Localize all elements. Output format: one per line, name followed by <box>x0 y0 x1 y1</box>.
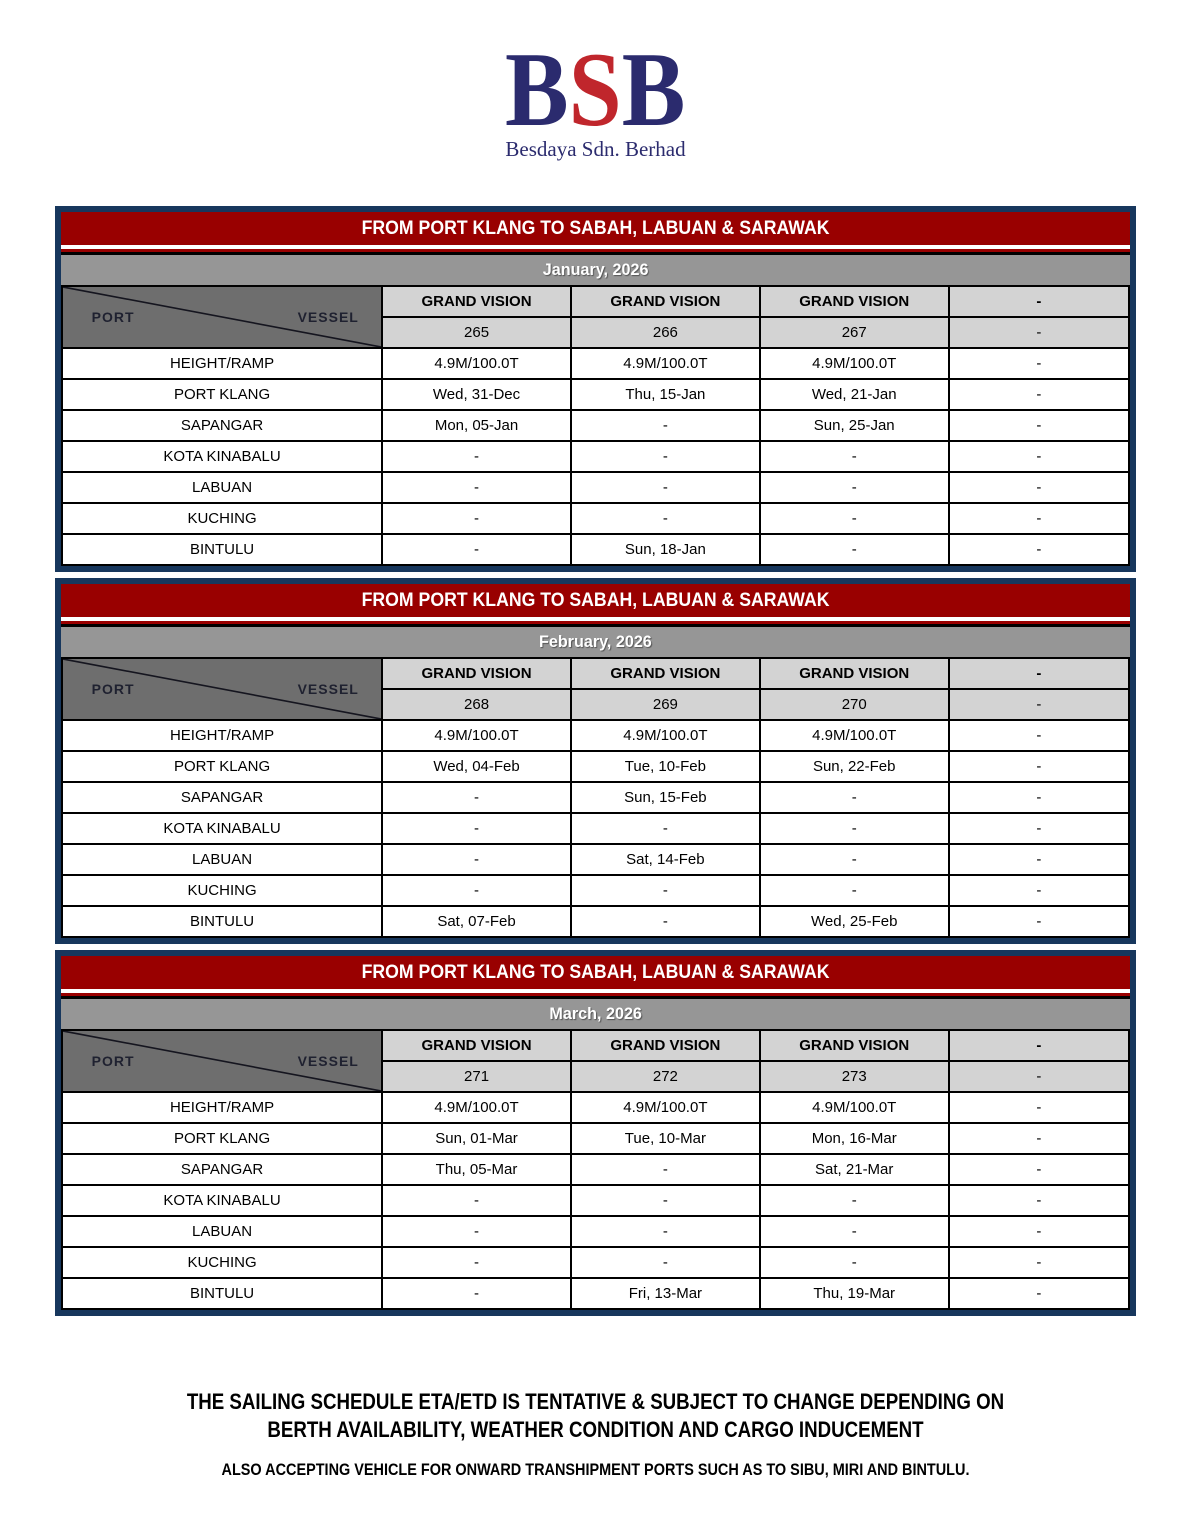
schedule-date-cell: Thu, 19-Mar <box>760 1278 949 1309</box>
port-name-cell: BINTULU <box>62 534 382 565</box>
schedule-date-cell: Wed, 21-Jan <box>760 379 949 410</box>
logo-letter-b2: B <box>622 31 686 148</box>
schedule-date-cell: - <box>949 1092 1129 1123</box>
schedule-date-cell: 4.9M/100.0T <box>382 348 571 379</box>
schedule-date-cell: - <box>382 1278 571 1309</box>
vessel-axis-label: VESSEL <box>297 1053 359 1069</box>
vessel-name-row <box>62 658 1129 689</box>
schedule-table-block <box>55 950 1136 1316</box>
route-title-bar <box>61 212 1130 245</box>
voyage-number-cell: - <box>949 317 1129 348</box>
port-axis-label: PORT <box>91 1053 135 1069</box>
port-name-cell: PORT KLANG <box>62 1123 382 1154</box>
port-name-cell: PORT KLANG <box>62 751 382 782</box>
schedule-row <box>62 1154 1129 1185</box>
voyage-number-cell: 266 <box>571 317 760 348</box>
schedule-date-cell: 4.9M/100.0T <box>571 720 760 751</box>
company-name: Besdaya Sdn. Berhad <box>505 137 686 161</box>
schedule-date-cell: - <box>571 410 760 441</box>
schedule-row <box>62 410 1129 441</box>
schedule-date-cell: - <box>949 348 1129 379</box>
schedule-date-cell: - <box>571 472 760 503</box>
schedule-date-cell: Sun, 15-Feb <box>571 782 760 813</box>
schedule-date-cell: - <box>382 1216 571 1247</box>
schedule-row <box>62 472 1129 503</box>
schedule-row <box>62 441 1129 472</box>
voyage-number-cell: 268 <box>382 689 571 720</box>
port-name-cell: KUCHING <box>62 503 382 534</box>
voyage-number-cell: 269 <box>571 689 760 720</box>
disclaimer-line2: BERTH AVAILABILITY, WEATHER CONDITION AND CARGO INDUCEMENT <box>267 1417 924 1442</box>
schedule-row <box>62 813 1129 844</box>
schedule-date-cell: - <box>760 875 949 906</box>
schedule-date-cell: Mon, 05-Jan <box>382 410 571 441</box>
vessel-name-cell: GRAND VISION <box>571 286 760 317</box>
vessel-name-row <box>62 1030 1129 1061</box>
port-name-cell: KOTA KINABALU <box>62 1185 382 1216</box>
schedule-date-cell: 4.9M/100.0T <box>760 720 949 751</box>
schedule-date-cell: Sun, 22-Feb <box>760 751 949 782</box>
schedule-date-cell: - <box>760 1216 949 1247</box>
schedule-date-cell: - <box>949 1185 1129 1216</box>
port-name-cell: BINTULU <box>62 1278 382 1309</box>
disclaimer-line1: THE SAILING SCHEDULE ETA/ETD IS TENTATIVE & SUBJECT TO CHANGE DEPENDING ON <box>186 1389 1005 1414</box>
schedule-date-cell: - <box>571 813 760 844</box>
port-name-cell: KUCHING <box>62 875 382 906</box>
schedule-row <box>62 1216 1129 1247</box>
schedule-date-cell: - <box>949 751 1129 782</box>
port-name-cell: SAPANGAR <box>62 782 382 813</box>
schedule-date-cell: - <box>571 441 760 472</box>
schedule-date-cell: - <box>949 1247 1129 1278</box>
vessel-name-cell: GRAND VISION <box>382 286 571 317</box>
route-title-bar <box>61 956 1130 989</box>
vessel-name-cell: GRAND VISION <box>382 1030 571 1061</box>
schedule-table-block <box>55 206 1136 572</box>
schedule-date-cell: - <box>949 906 1129 937</box>
schedule-date-cell: 4.9M/100.0T <box>571 348 760 379</box>
schedule-date-cell: - <box>949 379 1129 410</box>
vessel-name-cell: - <box>949 1030 1129 1061</box>
schedule-date-cell: - <box>949 720 1129 751</box>
schedule-date-cell: - <box>760 1247 949 1278</box>
schedule-date-cell: 4.9M/100.0T <box>571 1092 760 1123</box>
month-text: March, 2026 <box>549 1004 642 1023</box>
voyage-number-cell: 271 <box>382 1061 571 1092</box>
schedule-date-cell: Sun, 25-Jan <box>760 410 949 441</box>
schedule-date-cell: - <box>382 1247 571 1278</box>
port-name-cell: BINTULU <box>62 906 382 937</box>
schedule-row <box>62 1278 1129 1309</box>
schedule-date-cell: - <box>760 472 949 503</box>
vessel-name-cell: GRAND VISION <box>382 658 571 689</box>
voyage-number-cell: 273 <box>760 1061 949 1092</box>
schedule-row <box>62 906 1129 937</box>
schedule-table-block <box>55 578 1136 944</box>
schedule-date-cell: - <box>949 1216 1129 1247</box>
vessel-name-cell: GRAND VISION <box>760 1030 949 1061</box>
schedule-date-cell: - <box>571 875 760 906</box>
logo-letter-b1: B <box>505 31 569 148</box>
schedule-date-cell: Sat, 14-Feb <box>571 844 760 875</box>
logo-bsb-wordmark <box>505 31 686 148</box>
schedule-date-cell: - <box>382 875 571 906</box>
schedule-date-cell: - <box>571 503 760 534</box>
vessel-name-cell: GRAND VISION <box>571 1030 760 1061</box>
schedule-date-cell: - <box>949 534 1129 565</box>
schedule-date-cell: 4.9M/100.0T <box>760 1092 949 1123</box>
schedule-date-cell: 4.9M/100.0T <box>382 720 571 751</box>
schedule-date-cell: Sat, 21-Mar <box>760 1154 949 1185</box>
sailing-schedule-tables <box>55 206 1136 1316</box>
port-name-cell: HEIGHT/RAMP <box>62 348 382 379</box>
schedule-date-cell: - <box>949 410 1129 441</box>
vessel-name-cell: GRAND VISION <box>760 658 949 689</box>
schedule-date-cell: - <box>760 503 949 534</box>
schedule-date-cell: - <box>949 813 1129 844</box>
schedule-date-cell: - <box>571 1247 760 1278</box>
vessel-name-row <box>62 286 1129 317</box>
company-logo <box>0 0 1191 162</box>
schedule-date-cell: - <box>382 441 571 472</box>
port-axis-label: PORT <box>91 309 135 325</box>
footer-notes <box>0 1388 1191 1480</box>
vessel-name-cell: GRAND VISION <box>571 658 760 689</box>
schedule-row <box>62 720 1129 751</box>
schedule-date-cell: Mon, 16-Mar <box>760 1123 949 1154</box>
schedule-date-cell: Tue, 10-Mar <box>571 1123 760 1154</box>
vessel-name-cell: GRAND VISION <box>760 286 949 317</box>
schedule-date-cell: - <box>382 534 571 565</box>
voyage-number-cell: 272 <box>571 1061 760 1092</box>
schedule-date-cell: - <box>382 813 571 844</box>
schedule-row <box>62 1247 1129 1278</box>
port-name-cell: PORT KLANG <box>62 379 382 410</box>
schedule-date-cell: Sun, 18-Jan <box>571 534 760 565</box>
vessel-name-cell: - <box>949 286 1129 317</box>
month-text: January, 2026 <box>542 260 649 279</box>
schedule-date-cell: - <box>949 1154 1129 1185</box>
transhipment-note: ALSO ACCEPTING VEHICLE FOR ONWARD TRANSHIPMENT PORTS SUCH AS TO SIBU, MIRI AND BINTULU. <box>221 1460 970 1479</box>
schedule-date-cell: - <box>949 782 1129 813</box>
schedule-date-cell: - <box>382 472 571 503</box>
voyage-number-cell: 267 <box>760 317 949 348</box>
schedule-row <box>62 1185 1129 1216</box>
schedule-date-cell: - <box>760 782 949 813</box>
schedule-date-cell: - <box>760 1185 949 1216</box>
month-text: February, 2026 <box>539 632 652 651</box>
port-name-cell: KOTA KINABALU <box>62 813 382 844</box>
schedule-date-cell: - <box>949 472 1129 503</box>
month-bar <box>61 624 1130 657</box>
port-vessel-corner-cell <box>62 286 382 348</box>
port-axis-label: PORT <box>91 681 135 697</box>
schedule-date-cell: Wed, 04-Feb <box>382 751 571 782</box>
schedule-row <box>62 875 1129 906</box>
voyage-number-cell: 270 <box>760 689 949 720</box>
voyage-number-cell: - <box>949 1061 1129 1092</box>
schedule-date-cell: Thu, 05-Mar <box>382 1154 571 1185</box>
schedule-date-cell: - <box>571 1216 760 1247</box>
port-name-cell: LABUAN <box>62 1216 382 1247</box>
schedule-row <box>62 379 1129 410</box>
voyage-number-cell: - <box>949 689 1129 720</box>
port-name-cell: LABUAN <box>62 844 382 875</box>
vessel-axis-label: VESSEL <box>297 309 359 325</box>
schedule-row <box>62 348 1129 379</box>
schedule-row <box>62 1123 1129 1154</box>
schedule-date-cell: - <box>949 441 1129 472</box>
port-name-cell: HEIGHT/RAMP <box>62 1092 382 1123</box>
schedule-date-cell: - <box>760 534 949 565</box>
route-title-text: FROM PORT KLANG TO SABAH, LABUAN & SARAWAK <box>361 589 830 611</box>
port-name-cell: SAPANGAR <box>62 1154 382 1185</box>
schedule-date-cell: - <box>382 1185 571 1216</box>
schedule-date-cell: - <box>382 503 571 534</box>
schedule-date-cell: Thu, 15-Jan <box>571 379 760 410</box>
schedule-date-cell: Wed, 31-Dec <box>382 379 571 410</box>
schedule-date-cell: - <box>760 813 949 844</box>
schedule-date-cell: - <box>571 1185 760 1216</box>
schedule-date-cell: - <box>382 782 571 813</box>
schedule-date-cell: - <box>949 1123 1129 1154</box>
port-name-cell: KOTA KINABALU <box>62 441 382 472</box>
port-name-cell: SAPANGAR <box>62 410 382 441</box>
schedule-date-cell: Sat, 07-Feb <box>382 906 571 937</box>
schedule-date-cell: - <box>760 844 949 875</box>
month-bar <box>61 252 1130 285</box>
schedule-date-cell: Tue, 10-Feb <box>571 751 760 782</box>
disclaimer-text <box>89 1388 1101 1444</box>
schedule-date-cell: - <box>571 906 760 937</box>
schedule-grid <box>61 657 1130 938</box>
vessel-name-cell: - <box>949 658 1129 689</box>
schedule-date-cell: - <box>949 1278 1129 1309</box>
schedule-date-cell: 4.9M/100.0T <box>382 1092 571 1123</box>
schedule-row <box>62 534 1129 565</box>
month-bar <box>61 996 1130 1029</box>
schedule-grid <box>61 285 1130 566</box>
schedule-date-cell: - <box>949 503 1129 534</box>
schedule-date-cell: - <box>949 875 1129 906</box>
port-vessel-corner-cell <box>62 658 382 720</box>
port-name-cell: KUCHING <box>62 1247 382 1278</box>
schedule-date-cell: Wed, 25-Feb <box>760 906 949 937</box>
schedule-row <box>62 503 1129 534</box>
schedule-grid <box>61 1029 1130 1310</box>
route-title-text: FROM PORT KLANG TO SABAH, LABUAN & SARAWAK <box>361 217 830 239</box>
port-name-cell: HEIGHT/RAMP <box>62 720 382 751</box>
schedule-date-cell: 4.9M/100.0T <box>760 348 949 379</box>
port-vessel-corner-cell <box>62 1030 382 1092</box>
port-name-cell: LABUAN <box>62 472 382 503</box>
schedule-row <box>62 782 1129 813</box>
schedule-date-cell: - <box>760 441 949 472</box>
schedule-date-cell: - <box>382 844 571 875</box>
vessel-axis-label: VESSEL <box>297 681 359 697</box>
schedule-date-cell: - <box>949 844 1129 875</box>
schedule-row <box>62 844 1129 875</box>
schedule-date-cell: Sun, 01-Mar <box>382 1123 571 1154</box>
voyage-number-cell: 265 <box>382 317 571 348</box>
schedule-row <box>62 751 1129 782</box>
schedule-date-cell: Fri, 13-Mar <box>571 1278 760 1309</box>
logo-letter-s: S <box>568 31 623 148</box>
route-title-text: FROM PORT KLANG TO SABAH, LABUAN & SARAWAK <box>361 961 830 983</box>
route-title-bar <box>61 584 1130 617</box>
schedule-row <box>62 1092 1129 1123</box>
schedule-date-cell: - <box>571 1154 760 1185</box>
